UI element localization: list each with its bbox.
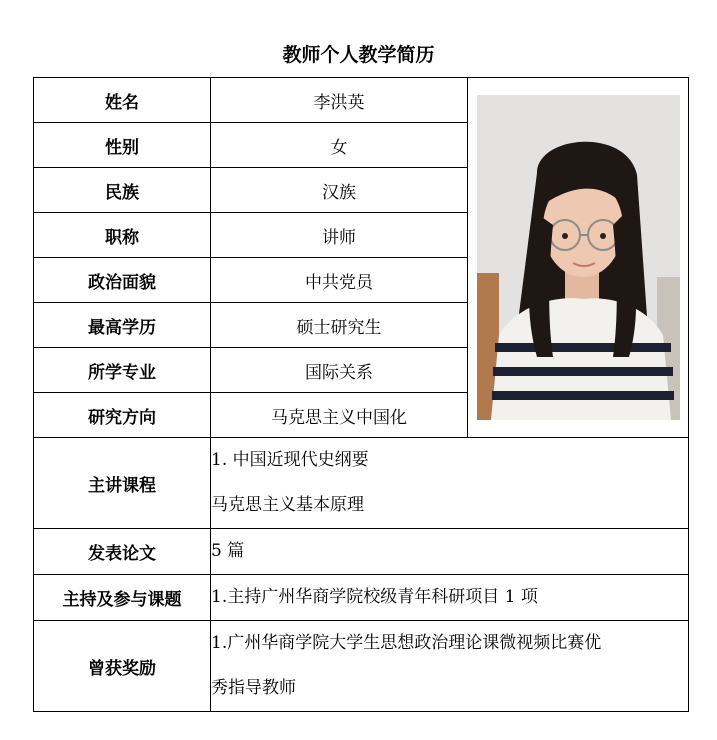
- label-courses: 主讲课程: [34, 438, 211, 529]
- portrait-illustration: [477, 95, 680, 420]
- value-major: 国际关系: [211, 348, 468, 393]
- value-name: 李洪英: [211, 78, 468, 123]
- value-education: 硕士研究生: [211, 303, 468, 348]
- label-awards: 曾获奖励: [34, 621, 211, 712]
- label-projects: 主持及参与课题: [34, 575, 211, 621]
- value-job-title: 讲师: [211, 213, 468, 258]
- row-courses: [34, 438, 689, 529]
- course-line: 马克思主义基本原理: [211, 495, 364, 515]
- award-line: 秀指导教师: [211, 678, 296, 698]
- label-major: 所学专业: [34, 348, 211, 393]
- value-papers: 5 篇: [211, 529, 689, 575]
- label-education: 最高学历: [34, 303, 211, 348]
- row-projects: [34, 575, 689, 621]
- label-research: 研究方向: [34, 393, 211, 438]
- teacher-photo: [477, 95, 680, 420]
- label-ethnicity: 民族: [34, 168, 211, 213]
- photo-cell: [468, 78, 689, 438]
- resume-table: [33, 77, 689, 712]
- label-name: 姓名: [34, 78, 211, 123]
- document-title: 教师个人教学简历: [282, 44, 435, 66]
- label-gender: 性别: [34, 123, 211, 168]
- course-line: 1. 中国近现代史纲要: [211, 450, 369, 470]
- label-papers: 发表论文: [34, 529, 211, 575]
- award-line: 1.广州华商学院大学生思想政治理论课微视频比赛优: [211, 633, 602, 653]
- row-papers: [34, 529, 689, 575]
- row-awards: [34, 621, 689, 712]
- value-research: 马克思主义中国化: [211, 393, 468, 438]
- row-name: [34, 78, 689, 123]
- value-ethnicity: 汉族: [211, 168, 468, 213]
- value-projects: 1.主持广州华商学院校级青年科研项目 1 项: [211, 575, 689, 621]
- label-job-title: 职称: [34, 213, 211, 258]
- value-political-status: 中共党员: [211, 258, 468, 303]
- label-political-status: 政治面貌: [34, 258, 211, 303]
- value-courses: [211, 438, 689, 529]
- value-awards: [211, 621, 689, 712]
- value-gender: 女: [211, 123, 468, 168]
